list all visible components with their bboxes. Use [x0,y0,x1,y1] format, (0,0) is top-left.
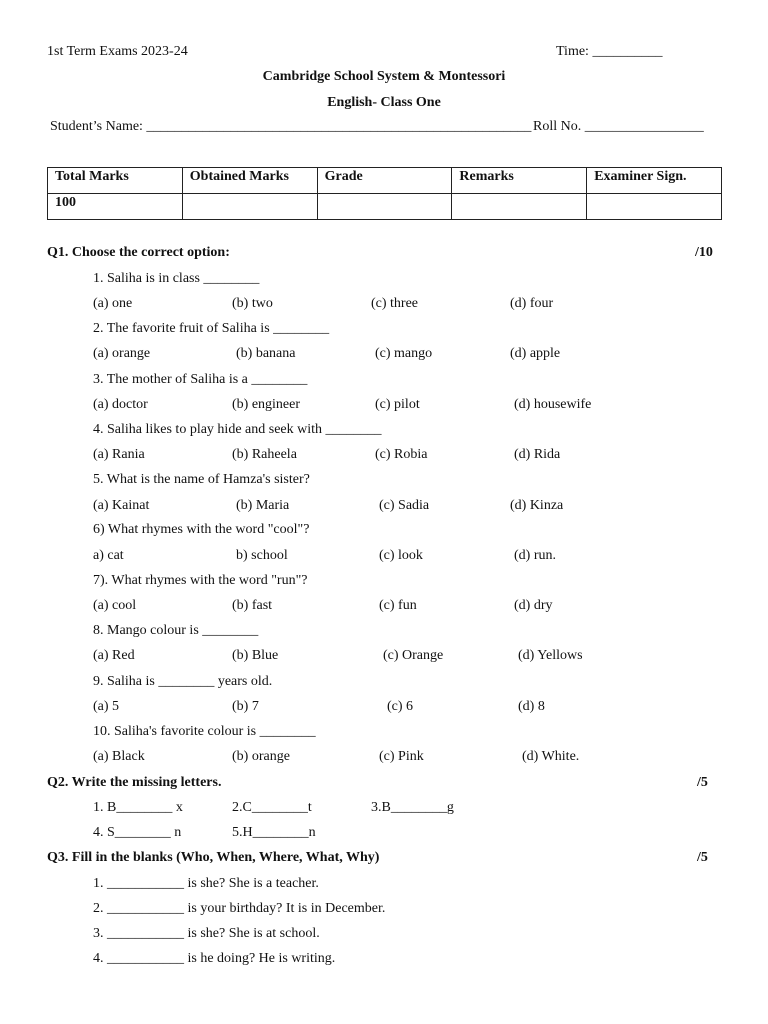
q1-9-option-b: (b) 7 [232,699,259,714]
q1-title: Q1. Choose the correct option: [47,245,230,260]
subject-class: English- Class One [327,95,441,110]
exam-title: 1st Term Exams 2023-24 [47,44,188,59]
q1-1-option-a: (a) one [93,296,133,311]
header-remarks: Remarks [452,168,587,194]
q1-1-option-c: (c) three [371,296,419,311]
q1-question-8: 8. Mango colour is ________ [93,623,259,638]
q1-9-option-c: (c) 6 [387,699,414,714]
q1-8-option-c: (c) Orange [383,648,444,663]
q1-question-9: 9. Saliha is ________ years old. [93,674,273,689]
examiner-sign-cell [587,194,722,220]
q2-item-3: 3.B________g [371,800,454,815]
q1-2-option-b: (b) banana [236,346,296,361]
school-name: Cambridge School System & Montessori [262,69,506,84]
q1-5-option-c: (c) Sadia [379,498,430,513]
q1-question-10: 10. Saliha's favorite colour is ________ [93,724,316,739]
marks-table-header-row [48,168,722,194]
q3-item-3: 3. ___________ is she? She is at school. [93,926,320,941]
q1-6-option-c: (c) look [379,548,423,563]
q1-6-option-a: a) cat [93,548,124,563]
q1-10-option-b: (b) orange [232,749,290,764]
q1-6-option-d: (d) run. [514,548,556,563]
q1-question-2: 2. The favorite fruit of Saliha is ________ [93,321,330,336]
q1-5-option-a: (a) Kainat [93,498,150,513]
q1-10-option-d: (d) White. [522,749,580,764]
student-name-field: Student’s Name: _______________________________________________________ [50,119,532,134]
q3-marks: /5 [697,850,708,865]
header-obtained-marks: Obtained Marks [182,168,317,194]
q1-7-option-c: (c) fun [379,598,417,613]
q2-item-1: 1. B________ x [93,800,183,815]
q1-7-option-b: (b) fast [232,598,273,613]
q2-item-5: 5.H________n [232,825,316,840]
q1-question-3: 3. The mother of Saliha is a ________ [93,372,308,387]
obtained-marks-cell [182,194,317,220]
q1-3-option-b: (b) engineer [232,397,301,412]
marks-table [47,167,722,220]
q3-item-2: 2. ___________ is your birthday? It is in December. [93,901,386,916]
q1-4-option-b: (b) Raheela [232,447,297,462]
q1-8-option-b: (b) Blue [232,648,279,663]
marks-table-row [48,194,722,220]
q3-item-1: 1. ___________ is she? She is a teacher. [93,876,319,891]
q1-4-option-d: (d) Rida [514,447,561,462]
q1-2-option-c: (c) mango [375,346,433,361]
roll-no-field: Roll No. _________________ [533,119,704,134]
total-marks-value: 100 [48,194,183,220]
q1-3-option-d: (d) housewife [514,397,592,412]
q1-marks: /10 [695,245,713,260]
q1-1-option-b: (b) two [232,296,273,311]
q2-title: Q2. Write the missing letters. [47,775,222,790]
q1-5-option-d: (d) Kinza [510,498,564,513]
q1-10-option-a: (a) Black [93,749,145,764]
q2-item-4: 4. S________ n [93,825,182,840]
q1-question-7: 7). What rhymes with the word "run"? [93,573,308,588]
q1-3-option-c: (c) pilot [375,397,420,412]
remarks-cell [452,194,587,220]
q1-8-option-a: (a) Red [93,648,135,663]
q1-2-option-d: (d) apple [510,346,561,361]
q1-7-option-a: (a) cool [93,598,137,613]
q1-8-option-d: (d) Yellows [518,648,583,663]
q1-5-option-b: (b) Maria [236,498,290,513]
q1-question-6: 6) What rhymes with the word "cool"? [93,522,310,537]
q1-6-option-b: b) school [236,548,288,563]
q3-item-4: 4. ___________ is he doing? He is writing. [93,951,336,966]
header-examiner-sign: Examiner Sign. [587,168,722,194]
q1-4-option-c: (c) Robia [375,447,428,462]
q1-4-option-a: (a) Rania [93,447,145,462]
q2-marks: /5 [697,775,708,790]
q1-10-option-c: (c) Pink [379,749,424,764]
q3-title: Q3. Fill in the blanks (Who, When, Where, What, Why) [47,850,380,865]
grade-cell [317,194,452,220]
q2-item-2: 2.C________t [232,800,312,815]
time-field: Time: __________ [556,44,663,59]
q1-9-option-a: (a) 5 [93,699,120,714]
header-grade: Grade [317,168,452,194]
q1-7-option-d: (d) dry [514,598,553,613]
q1-3-option-a: (a) doctor [93,397,148,412]
q1-9-option-d: (d) 8 [518,699,545,714]
q1-question-1: 1. Saliha is in class ________ [93,271,260,286]
q1-2-option-a: (a) orange [93,346,151,361]
q1-question-5: 5. What is the name of Hamza's sister? [93,472,310,487]
q1-1-option-d: (d) four [510,296,554,311]
header-total-marks: Total Marks [48,168,183,194]
q1-question-4: 4. Saliha likes to play hide and seek with ________ [93,422,382,437]
